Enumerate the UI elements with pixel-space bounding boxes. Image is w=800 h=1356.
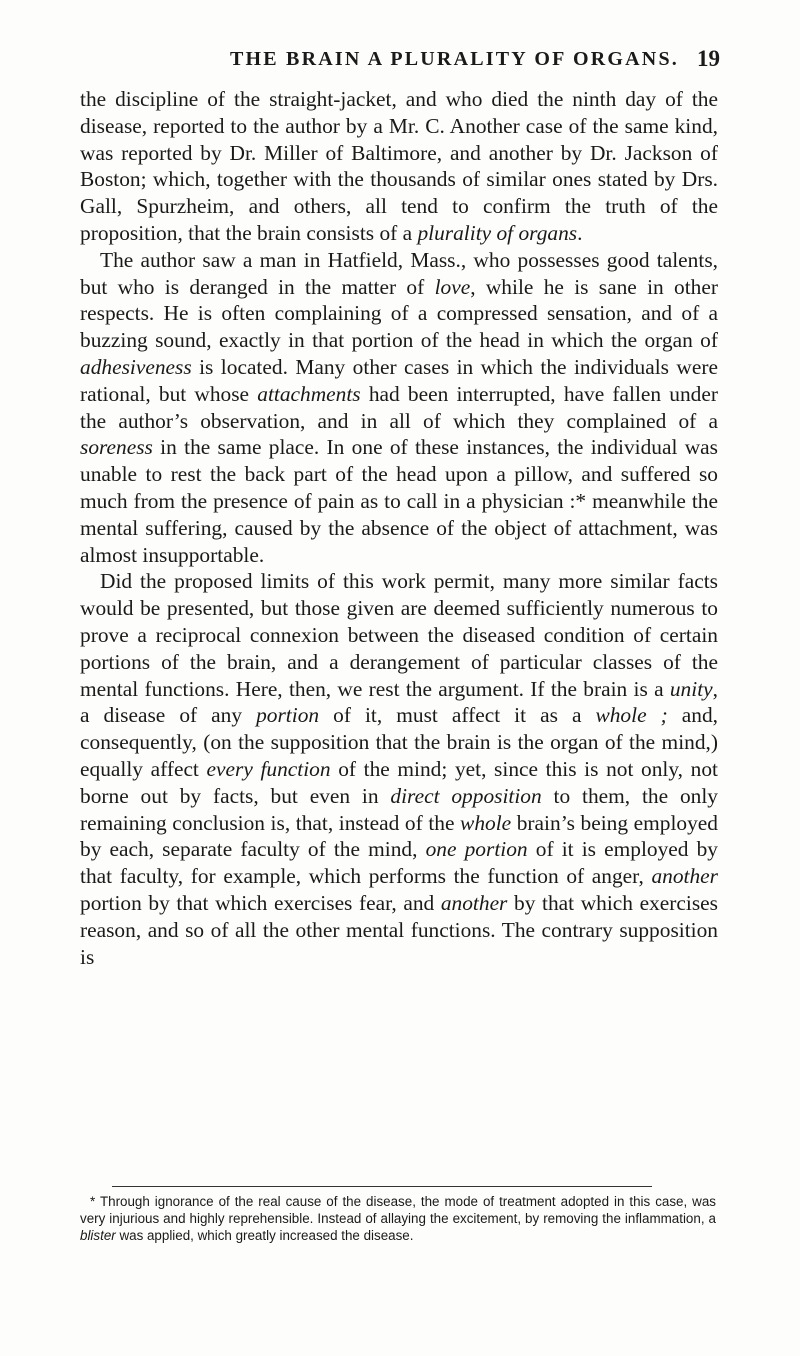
emphasis: soreness — [80, 435, 153, 460]
emphasis: adhesiveness — [80, 354, 192, 379]
body-text — [80, 86, 718, 970]
running-head — [80, 48, 720, 76]
emphasis: love — [434, 274, 471, 299]
emphasis: unity — [669, 676, 713, 701]
emphasis: whole ; — [595, 703, 668, 728]
paragraph-2: The author saw a man in Hatfield, Mass., who possesses good talents, but who is deranged in the matter of love, while he is sane in other respects. He is often complaining of a compressed sensation, and of a buzzing sound, exactly in that portion of the head in which the organ of adhesiveness is located. Many other cases in which the individuals were rational, but whose attachments had been interrupted, have fallen under the author’s observation, and in all of which they complained of a soreness in the same place. In one of these instances, the individual was unable to rest the back part of the head upon a pillow, and suffered so much from the presence of pain as to call in a physician :* meanwhile the mental suffering, caused by the absence of the object of attachment, was almost insupportable. — [80, 247, 718, 567]
emphasis: portion — [256, 703, 320, 728]
emphasis: whole — [460, 810, 512, 835]
emphasis: plurality of organs — [417, 220, 578, 245]
emphasis: one portion — [425, 837, 528, 862]
page-number: 19 — [697, 46, 720, 71]
emphasis: every function — [206, 756, 331, 781]
emphasis: direct opposition — [390, 783, 542, 808]
emphasis: another — [651, 864, 718, 889]
emphasis: blister — [80, 1228, 116, 1243]
emphasis: another — [440, 890, 508, 915]
paragraph-3: Did the proposed limits of this work permit, many more similar facts would be presented, but those given are deemed sufficiently numerous to prove a reciprocal connexion between the diseased condition of certain portions of the brain, and a derangement of particular classes of the mental functions. Here, then, we rest the argument. If the brain is a unity, a disease of any portion of it, must affect it as a whole ; and, consequently, (on the supposition that the brain is the organ of the mind,) equally affect every function of the mind; yet, since this is not only, not borne out by facts, but even in direct opposition to them, the only remaining conclusion is, that, instead of the whole brain’s being employed by each, separate faculty of the mind, one portion of it is employed by that faculty, for example, which performs the function of anger, another portion by that which exercises fear, and another by that which exercises reason, and so of all the other mental functions. The contrary supposition is — [80, 569, 718, 969]
emphasis: attachments — [257, 381, 361, 406]
footnote: * Through ignorance of the real cause of the disease, the mode of treatment adopted in this case, was very injurious and highly reprehensible. Instead of allaying the excitement, by removing the inflammation, a blister was applied, which greatly increased the disease. — [80, 1194, 716, 1243]
paragraph-1: the discipline of the straight-jacket, and who died the ninth day of the disease, reported to the author by a Mr. C. Another case of the same kind, was reported by Dr. Miller of Baltimore, and another by Dr. Jackson of Boston; which, together with the thousands of similar ones stated by Drs. Gall, Spurzheim, and others, all tend to confirm the truth of the proposition, that the brain consists of a plurality of organs. — [80, 87, 718, 245]
footnote-divider — [112, 1186, 652, 1187]
running-title: THE BRAIN A PLURALITY OF ORGANS. — [230, 48, 679, 70]
